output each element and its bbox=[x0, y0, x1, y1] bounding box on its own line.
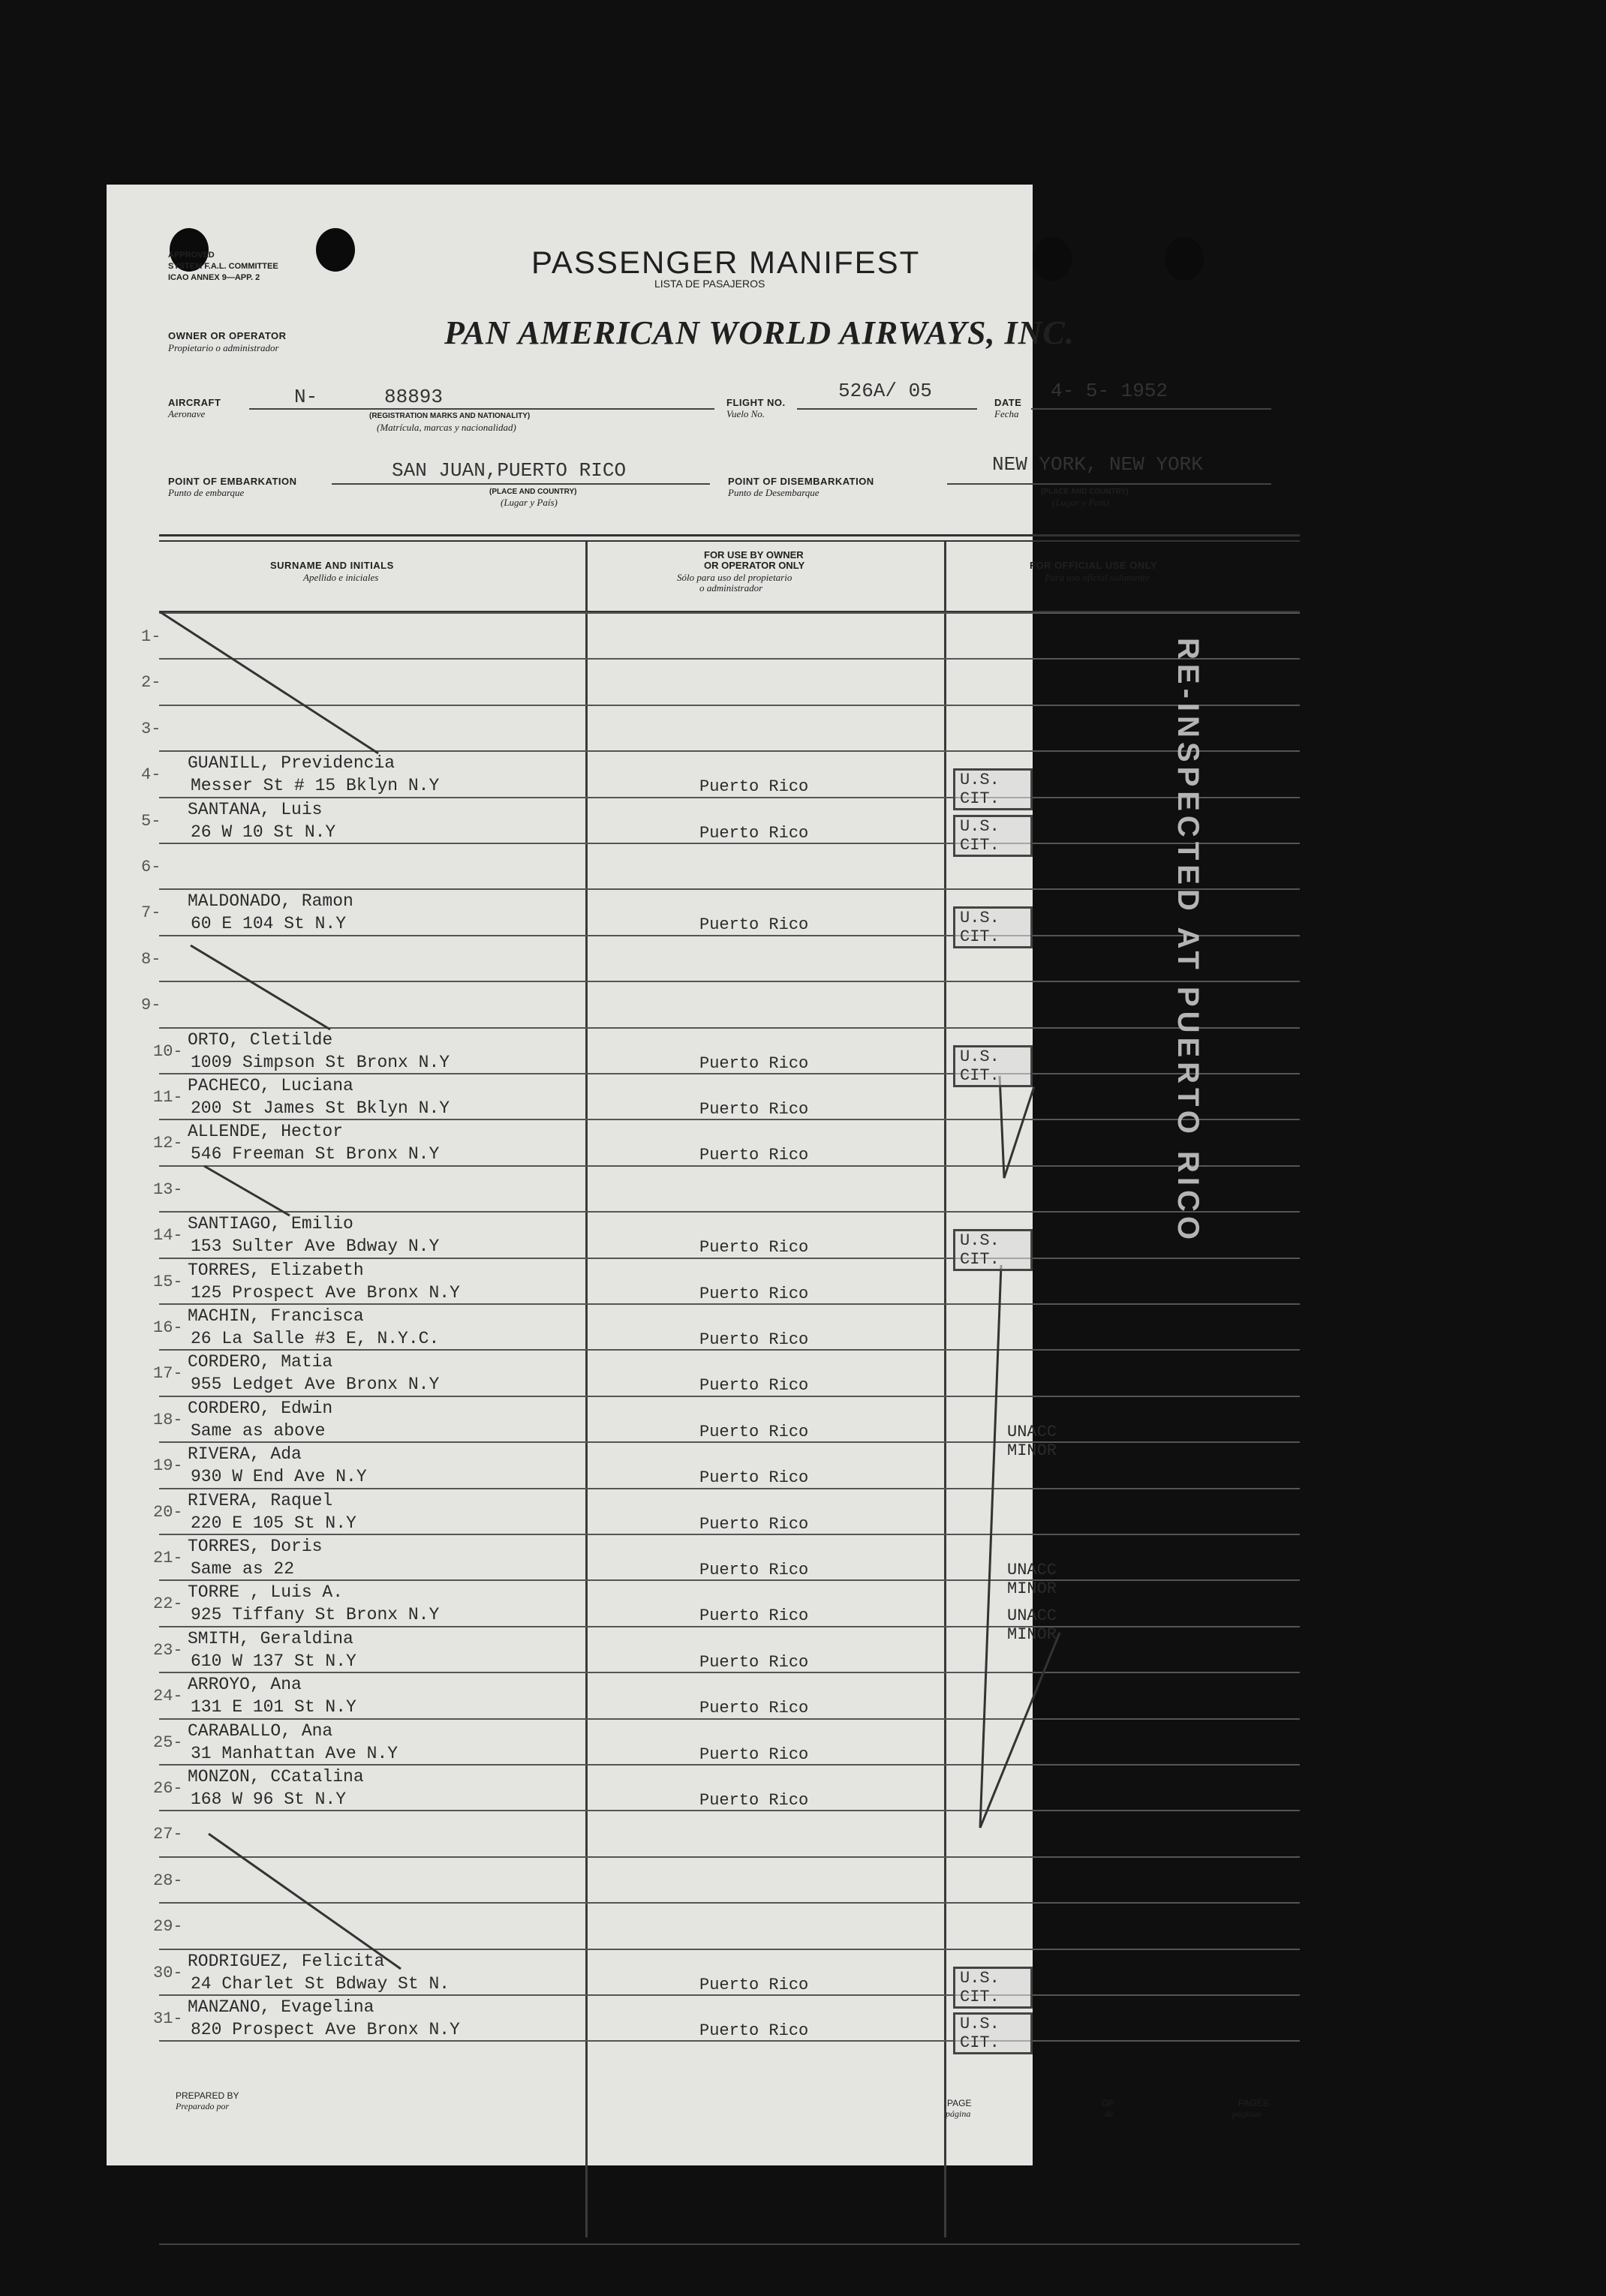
row-number: 27- bbox=[153, 1825, 183, 1844]
passenger-origin: Puerto Rico bbox=[699, 1100, 809, 1119]
row-number: 11- bbox=[153, 1088, 183, 1107]
row-number: 9- bbox=[141, 996, 161, 1014]
row-number: 30- bbox=[153, 1964, 183, 1982]
passenger-address: 24 Charlet St Bdway St N. bbox=[191, 1974, 450, 1994]
passenger-address: 925 Tiffany St Bronx N.Y bbox=[191, 1605, 440, 1624]
row-number: 2- bbox=[141, 673, 161, 692]
cancel-stroke bbox=[209, 1834, 401, 1969]
owner-label: OWNER OR OPERATOR bbox=[168, 330, 287, 341]
passenger-name: TORRES, Doris bbox=[188, 1537, 323, 1556]
ditto-line bbox=[980, 1265, 1001, 1828]
passenger-address: 168 W 96 St N.Y bbox=[191, 1790, 347, 1809]
date-label-es: Fecha bbox=[994, 408, 1019, 419]
row-number: 5- bbox=[141, 812, 161, 831]
row-number: 20- bbox=[153, 1503, 183, 1522]
cancel-stroke bbox=[161, 612, 378, 753]
row-number: 28- bbox=[153, 1871, 183, 1890]
passenger-address: 930 W End Ave N.Y bbox=[191, 1467, 367, 1486]
row-number: 24- bbox=[153, 1687, 183, 1705]
passenger-address: 26 W 10 St N.Y bbox=[191, 822, 336, 842]
pages-label: PAGES bbox=[1238, 2098, 1269, 2108]
place-label-es: (Lugar y País) bbox=[501, 497, 558, 508]
row-number: 1- bbox=[141, 627, 161, 646]
row-number: 17- bbox=[153, 1364, 183, 1383]
passenger-origin: Puerto Rico bbox=[699, 1423, 809, 1441]
page-label: PAGE bbox=[947, 2098, 972, 2108]
passenger-origin: Puerto Rico bbox=[699, 1238, 809, 1257]
row-number: 29- bbox=[153, 1917, 183, 1936]
passenger-address: Same as above bbox=[191, 1421, 326, 1441]
embarkation-value: SAN JUAN,PUERTO RICO bbox=[392, 459, 627, 482]
citizenship-stamp: U.S. CIT. bbox=[953, 1229, 1033, 1271]
official-note: UNACC MINOR bbox=[1007, 1561, 1057, 1598]
passenger-name: SANTANA, Luis bbox=[188, 800, 323, 819]
column-header-surname-es: Apellido e iniciales bbox=[303, 572, 379, 583]
passenger-origin: Puerto Rico bbox=[699, 1699, 809, 1717]
citizenship-stamp: U.S. CIT. bbox=[953, 815, 1033, 857]
approval-line: ICAO ANNEX 9—APP. 2 bbox=[168, 273, 260, 282]
passenger-name: TORRES, Elizabeth bbox=[188, 1261, 364, 1280]
approval-line: SYSTEM F.A.L. COMMITTEE bbox=[168, 262, 278, 271]
row-number: 18- bbox=[153, 1411, 183, 1429]
page-subtitle: LISTA DE PASAJEROS bbox=[654, 278, 765, 290]
date-label: DATE bbox=[994, 397, 1022, 408]
of-label: OF bbox=[1102, 2098, 1114, 2108]
row-number: 15- bbox=[153, 1273, 183, 1291]
official-note: UNACC MINOR bbox=[1007, 1606, 1057, 1644]
citizenship-stamp: U.S. CIT. bbox=[953, 1967, 1033, 2009]
place-label: (PLACE AND COUNTRY) bbox=[489, 488, 577, 496]
passenger-address: 31 Manhattan Ave N.Y bbox=[191, 1744, 398, 1763]
place-label-es: (Lugar y País) bbox=[1052, 497, 1109, 508]
column-header-owner: FOR USE BY OWNER bbox=[704, 549, 804, 560]
passenger-name: MONZON, CCatalina bbox=[188, 1767, 364, 1787]
passenger-name: MANZANO, Evagelina bbox=[188, 1997, 374, 2017]
date-value: 4- 5- 1952 bbox=[1051, 380, 1168, 402]
passenger-origin: Puerto Rico bbox=[699, 1146, 809, 1165]
passenger-origin: Puerto Rico bbox=[699, 2021, 809, 2040]
embarkation-label: POINT OF EMBARKATION bbox=[168, 476, 297, 487]
cancel-strokes bbox=[107, 185, 1606, 2165]
row-number: 19- bbox=[153, 1456, 183, 1475]
citizenship-stamp: U.S. CIT. bbox=[953, 768, 1033, 810]
passenger-name: RODRIGUEZ, Felicita bbox=[188, 1952, 385, 1971]
registration-label-es: (Matrícula, marcas y nacionalidad) bbox=[377, 422, 516, 433]
passenger-origin: Puerto Rico bbox=[699, 1330, 809, 1349]
registration-label: (REGISTRATION MARKS AND NATIONALITY) bbox=[369, 412, 531, 420]
flight-value: 526A/ 05 bbox=[838, 380, 932, 402]
passenger-address: 610 W 137 St N.Y bbox=[191, 1651, 356, 1671]
cancel-stroke bbox=[204, 1166, 290, 1216]
passenger-name: TORRE , Luis A. bbox=[188, 1582, 344, 1602]
column-header-official: FOR OFFICIAL USE ONLY bbox=[1030, 560, 1158, 571]
cancel-stroke bbox=[191, 945, 330, 1029]
column-header-official-es: Para uso oficial solamente bbox=[1045, 572, 1150, 583]
disembarkation-label: POINT OF DISEMBARKATION bbox=[728, 476, 874, 487]
passenger-address: 546 Freeman St Bronx N.Y bbox=[191, 1144, 440, 1164]
row-number: 6- bbox=[141, 858, 161, 876]
row-number: 10- bbox=[153, 1042, 183, 1061]
passenger-name: GUANILL, Previdencia bbox=[188, 753, 395, 773]
passenger-name: CORDERO, Edwin bbox=[188, 1399, 333, 1418]
aircraft-label-es: Aeronave bbox=[168, 408, 206, 419]
passenger-name: CARABALLO, Ana bbox=[188, 1721, 333, 1741]
row-number: 13- bbox=[153, 1180, 183, 1199]
passenger-origin: Puerto Rico bbox=[699, 1976, 809, 1994]
column-header-surname: SURNAME AND INITIALS bbox=[270, 560, 394, 571]
passenger-name: MACHIN, Francisca bbox=[188, 1306, 364, 1326]
owner-label-es: Propietario o administrador bbox=[168, 342, 279, 353]
passenger-address: 26 La Salle #3 E, N.Y.C. bbox=[191, 1329, 440, 1348]
embarkation-label-es: Punto de embarque bbox=[168, 487, 245, 498]
of-label-es: de bbox=[1105, 2108, 1114, 2119]
passenger-origin: Puerto Rico bbox=[699, 1606, 809, 1625]
passenger-name: RIVERA, Ada bbox=[188, 1444, 302, 1464]
passenger-origin: Puerto Rico bbox=[699, 1745, 809, 1764]
passenger-origin: Puerto Rico bbox=[699, 1468, 809, 1487]
passenger-address: 131 E 101 St N.Y bbox=[191, 1697, 356, 1717]
passenger-origin: Puerto Rico bbox=[699, 1285, 809, 1303]
passenger-name: ARROYO, Ana bbox=[188, 1675, 302, 1694]
passenger-name: SMITH, Geraldina bbox=[188, 1629, 353, 1648]
flight-label-es: Vuelo No. bbox=[726, 408, 765, 419]
citizenship-stamp: U.S. CIT. bbox=[953, 906, 1033, 948]
passenger-address: 220 E 105 St N.Y bbox=[191, 1513, 356, 1533]
row-number: 8- bbox=[141, 950, 161, 969]
passenger-name: SANTIAGO, Emilio bbox=[188, 1214, 353, 1234]
column-header-owner-es: o administrador bbox=[699, 582, 763, 594]
column-header-owner-es: Sólo para uso del propietario bbox=[677, 572, 792, 583]
passenger-name: CORDERO, Matia bbox=[188, 1352, 333, 1372]
approval-line: APPROVED bbox=[168, 251, 215, 260]
passenger-origin: Puerto Rico bbox=[699, 824, 809, 843]
page-label-es: página bbox=[946, 2108, 971, 2119]
row-number: 25- bbox=[153, 1733, 183, 1752]
passenger-origin: Puerto Rico bbox=[699, 1653, 809, 1672]
passenger-name: RIVERA, Raquel bbox=[188, 1491, 333, 1510]
ditto-line bbox=[980, 1633, 1060, 1828]
passenger-name: MALDONADO, Ramon bbox=[188, 891, 353, 911]
passenger-address: 125 Prospect Ave Bronx N.Y bbox=[191, 1283, 460, 1303]
airline-name: PAN AMERICAN WORLD AIRWAYS, INC. bbox=[444, 314, 1075, 351]
passenger-name: ALLENDE, Hector bbox=[188, 1122, 344, 1141]
aircraft-value: 88893 bbox=[384, 386, 444, 408]
passenger-address: 955 Ledget Ave Bronx N.Y bbox=[191, 1375, 440, 1394]
passenger-origin: Puerto Rico bbox=[699, 1515, 809, 1534]
prepared-by-label-es: Preparado por bbox=[176, 2101, 230, 2111]
aircraft-prefix: N- bbox=[294, 386, 318, 408]
aircraft-label: AIRCRAFT bbox=[168, 397, 221, 408]
passenger-name: PACHECO, Luciana bbox=[188, 1076, 353, 1095]
row-number: 14- bbox=[153, 1226, 183, 1245]
row-number: 3- bbox=[141, 720, 161, 738]
row-number: 31- bbox=[153, 2009, 183, 2028]
column-header-owner: OR OPERATOR ONLY bbox=[704, 560, 805, 571]
row-number: 21- bbox=[153, 1549, 183, 1567]
passenger-address: 200 St James St Bklyn N.Y bbox=[191, 1098, 450, 1118]
row-number: 12- bbox=[153, 1134, 183, 1153]
official-note: UNACC MINOR bbox=[1007, 1423, 1057, 1460]
passenger-origin: Puerto Rico bbox=[699, 915, 809, 934]
passenger-address: 820 Prospect Ave Bronx N.Y bbox=[191, 2020, 460, 2039]
page-title: PASSENGER MANIFEST bbox=[531, 245, 921, 280]
row-number: 7- bbox=[141, 903, 161, 922]
passenger-origin: Puerto Rico bbox=[699, 777, 809, 796]
disembarkation-value: NEW YORK, NEW YORK bbox=[992, 453, 1203, 476]
passenger-address: 153 Sulter Ave Bdway N.Y bbox=[191, 1237, 440, 1256]
passenger-origin: Puerto Rico bbox=[699, 1376, 809, 1395]
pages-label-es: páginas bbox=[1232, 2108, 1262, 2119]
disembarkation-label-es: Punto de Desembarque bbox=[728, 487, 820, 498]
row-number: 16- bbox=[153, 1318, 183, 1337]
passenger-origin: Puerto Rico bbox=[699, 1791, 809, 1810]
flight-label: FLIGHT NO. bbox=[726, 397, 786, 408]
row-number: 26- bbox=[153, 1779, 183, 1798]
passenger-name: ORTO, Cletilde bbox=[188, 1030, 333, 1050]
footer-rule bbox=[159, 2243, 1300, 2245]
passenger-address: Messer St # 15 Bklyn N.Y bbox=[191, 776, 440, 795]
place-label: (PLACE AND COUNTRY) bbox=[1041, 488, 1129, 496]
row-number: 4- bbox=[141, 765, 161, 784]
passenger-origin: Puerto Rico bbox=[699, 1054, 809, 1073]
citizenship-stamp: U.S. CIT. bbox=[953, 1045, 1033, 1087]
row-number: 23- bbox=[153, 1641, 183, 1660]
row-number: 22- bbox=[153, 1594, 183, 1613]
checkmark bbox=[1000, 1076, 1034, 1178]
reinspected-stamp: RE-INSPECTED AT PUERTO RICO bbox=[1171, 638, 1204, 1244]
passenger-origin: Puerto Rico bbox=[699, 1561, 809, 1579]
passenger-address: 1009 Simpson St Bronx N.Y bbox=[191, 1053, 450, 1072]
prepared-by-label: PREPARED BY bbox=[176, 2090, 239, 2101]
citizenship-stamp: U.S. CIT. bbox=[953, 2012, 1033, 2054]
passenger-address: Same as 22 bbox=[191, 1559, 295, 1579]
passenger-address: 60 E 104 St N.Y bbox=[191, 914, 347, 933]
